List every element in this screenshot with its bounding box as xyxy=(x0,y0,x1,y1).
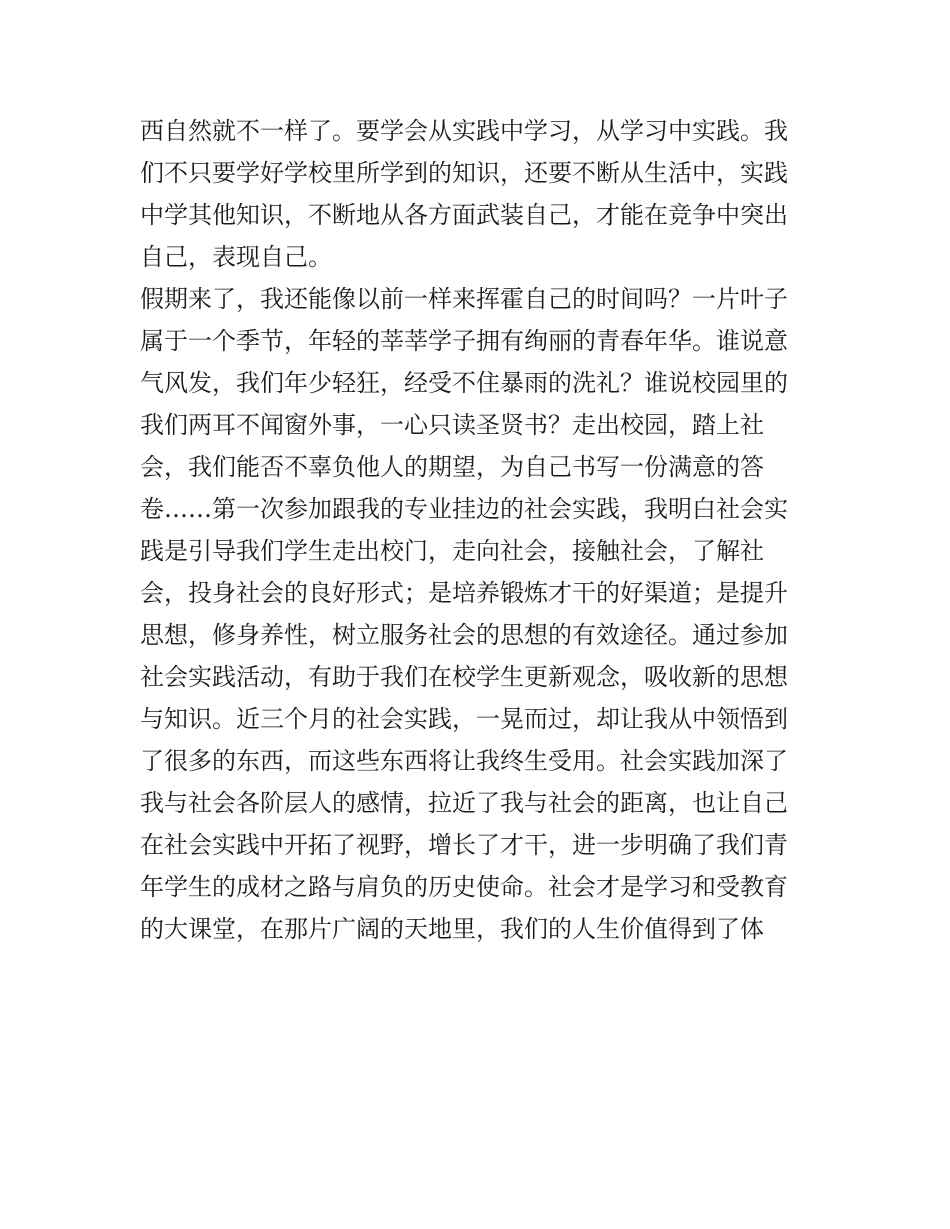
text-line: 中学其他知识，不断地从各方面武装自己，才能在竞争中突出 xyxy=(140,201,788,229)
text-line: 卷……第一次参加跟我的专业挂边的社会实践，我明白社会实 xyxy=(140,495,788,523)
text-line: 与知识。近三个月的社会实践，一晃而过，却让我从中领悟到 xyxy=(140,705,788,733)
text-line: 践是引导我们学生走出校门，走向社会，接触社会，了解社 xyxy=(140,537,764,565)
text-line: 会，投身社会的良好形式；是培养锻炼才干的好渠道；是提升 xyxy=(140,579,788,607)
body-text xyxy=(140,110,820,950)
text-line: 思想，修身养性，树立服务社会的思想的有效途径。通过参加 xyxy=(140,621,788,649)
text-line: 们不只要学好学校里所学到的知识，还要不断从生活中，实践 xyxy=(140,159,788,187)
text-line: 了很多的东西，而这些东西将让我终生受用。社会实践加深了 xyxy=(140,747,788,775)
text-line: 自己，表现自己。 xyxy=(140,243,332,271)
text-line: 的大课堂，在那片广阔的天地里，我们的人生价值得到了体 xyxy=(140,915,764,943)
text-line: 在社会实践中开拓了视野，增长了才干，进一步明确了我们青 xyxy=(140,831,788,859)
text-line: 年学生的成材之路与肩负的历史使命。社会才是学习和受教育 xyxy=(140,873,788,901)
text-line: 我与社会各阶层人的感情，拉近了我与社会的距离，也让自己 xyxy=(140,789,788,817)
text-line: 我们两耳不闻窗外事，一心只读圣贤书？走出校园，踏上社 xyxy=(140,411,764,439)
text-line: 会，我们能否不辜负他人的期望，为自己书写一份满意的答 xyxy=(140,453,764,481)
text-line: 假期来了，我还能像以前一样来挥霍自己的时间吗？一片叶子 xyxy=(140,285,788,313)
text-line: 社会实践活动，有助于我们在校学生更新观念，吸收新的思想 xyxy=(140,663,788,691)
text-line: 西自然就不一样了。要学会从实践中学习，从学习中实践。我 xyxy=(140,117,788,145)
text-line: 气风发，我们年少轻狂，经受不住暴雨的洗礼？谁说校园里的 xyxy=(140,369,788,397)
text-line: 属于一个季节，年轻的莘莘学子拥有绚丽的青春年华。谁说意 xyxy=(140,327,788,355)
